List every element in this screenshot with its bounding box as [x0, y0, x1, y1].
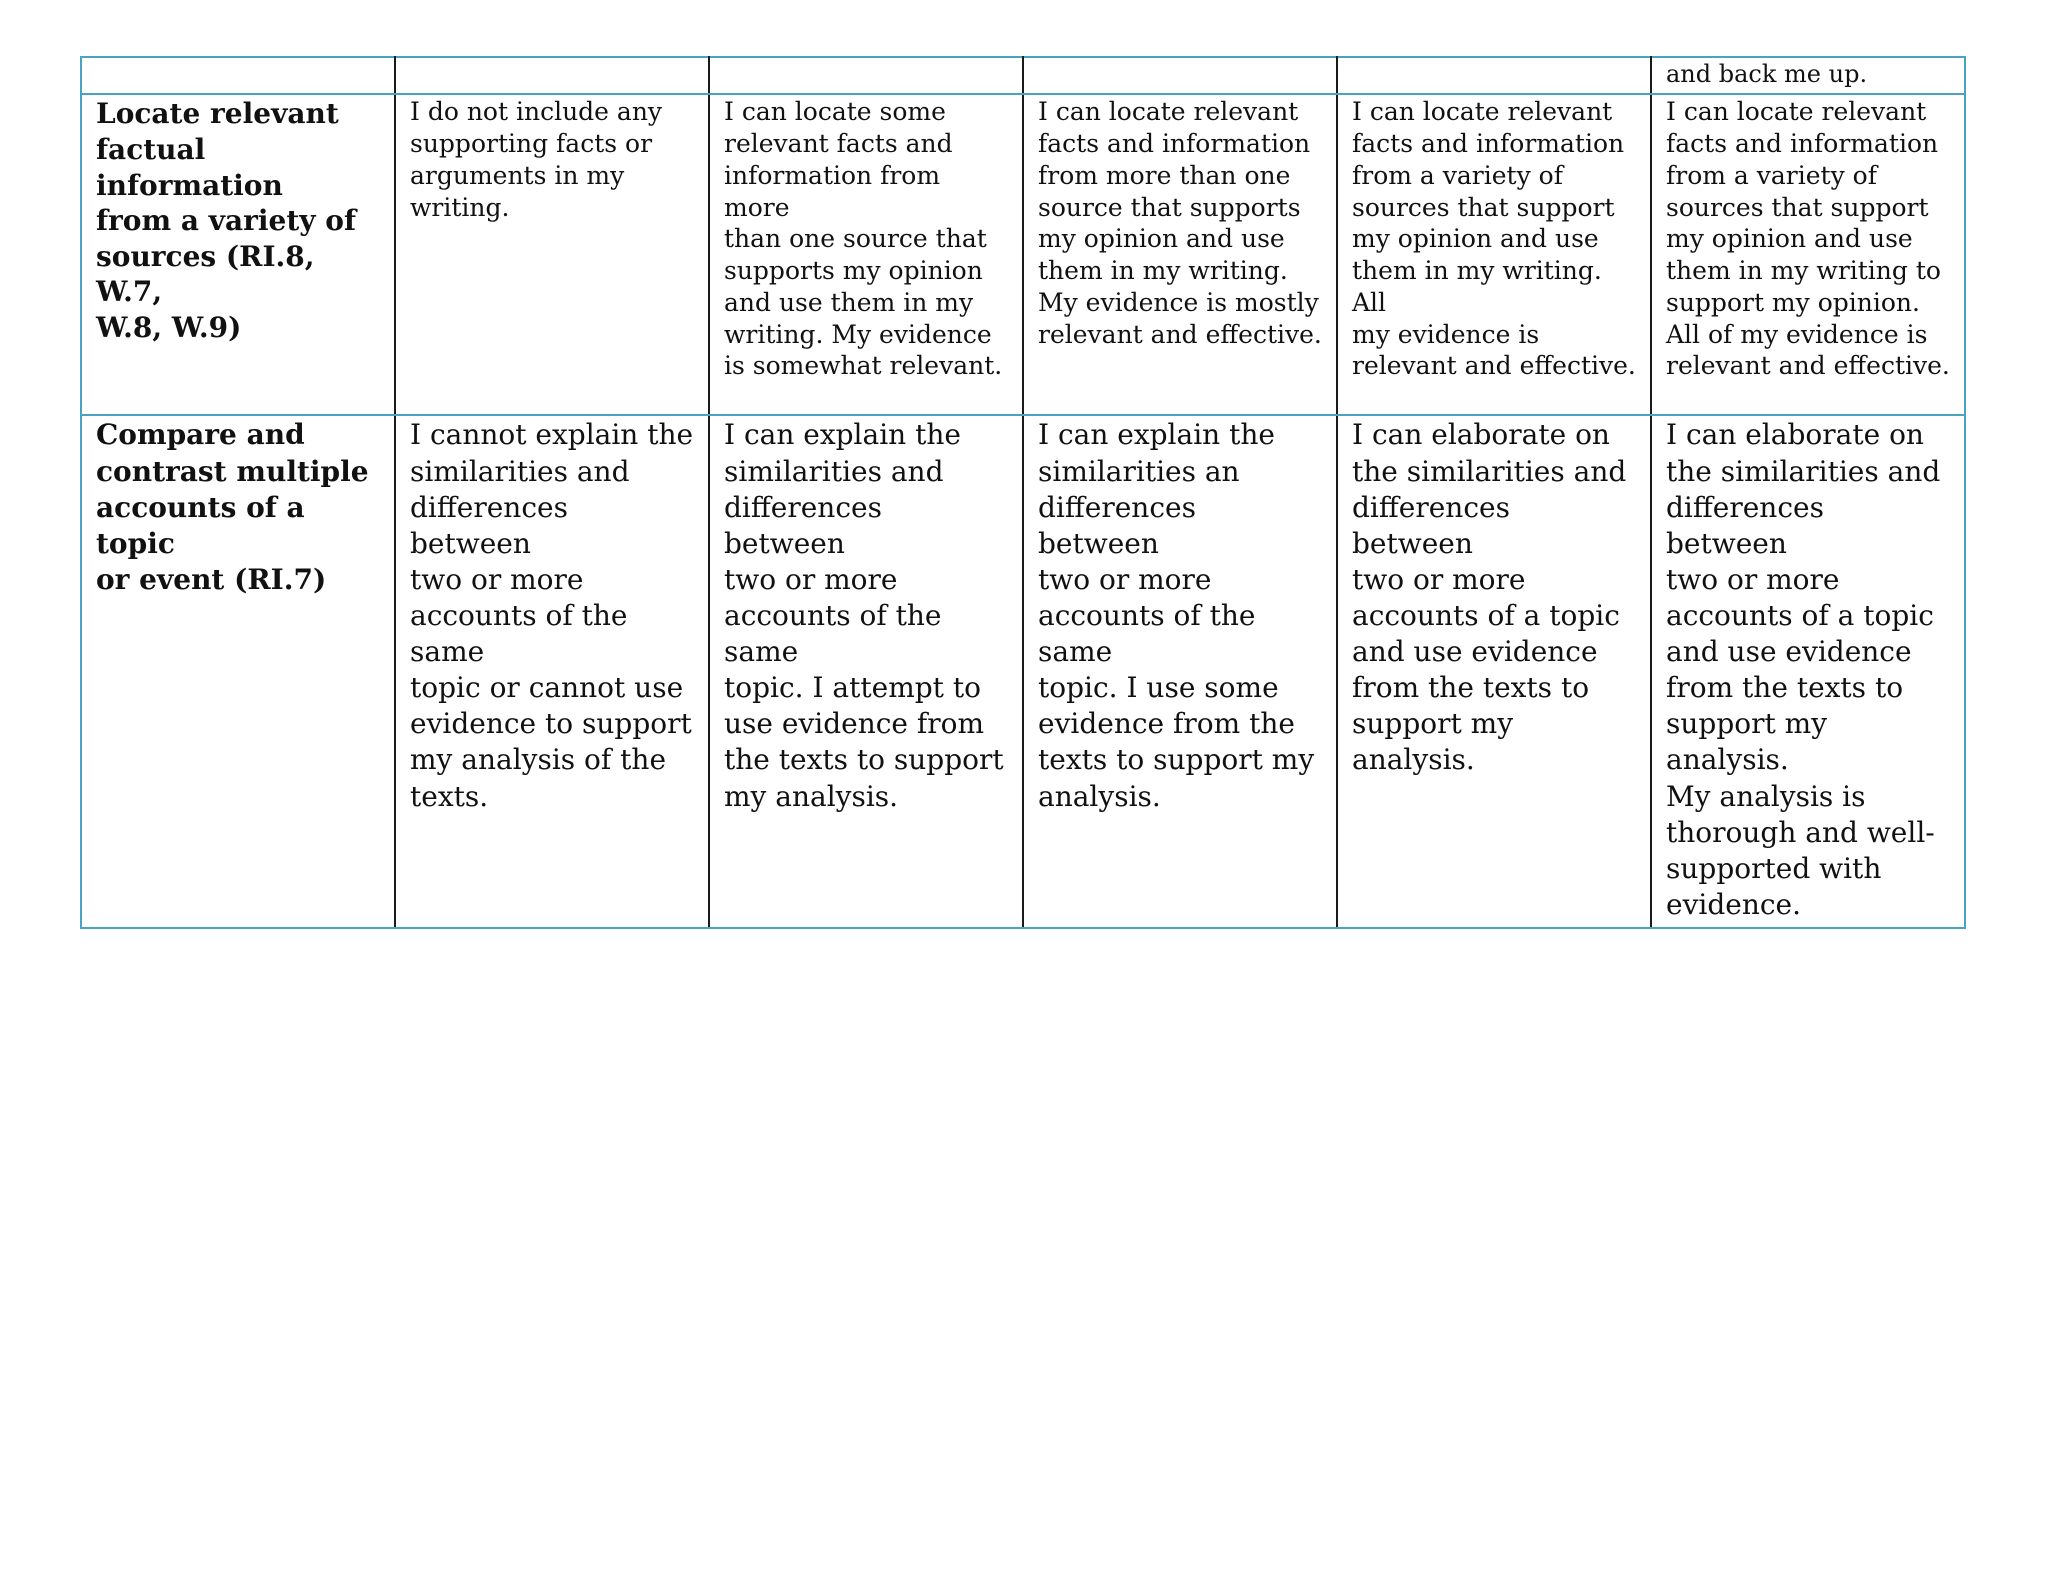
level-cell-3: [1023, 57, 1337, 94]
level-cell-2: I can locate some relevant facts and information from more than one source that supports my opinion and use them in my writing. My evidence is somewhat relevant.: [709, 94, 1023, 415]
level-cell-4: [1337, 57, 1651, 94]
level-cell-4: I can elaborate on the similarities and differences between two or more accounts of a topic and use evidence from the texts to support my analysis.: [1337, 415, 1651, 928]
rubric-table: [80, 56, 1966, 929]
level-cell-2: [709, 57, 1023, 94]
level-cell-1: I cannot explain the similarities and differences between two or more accounts of the same topic or cannot use evidence to support my analysis of the texts.: [395, 415, 709, 928]
level-cell-4: I can locate relevant facts and information from a variety of sources that support my opinion and use them in my writing. All my evidence is relevant and effective.: [1337, 94, 1651, 415]
criterion-cell: Locate relevant factual information from a variety of sources (RI.8, W.7, W.8, W.9): [81, 94, 395, 415]
table-row-locate-information: [81, 94, 1965, 415]
level-cell-1: I do not include any supporting facts or arguments in my writing.: [395, 94, 709, 415]
table-row-compare-contrast: [81, 415, 1965, 928]
level-cell-1: [395, 57, 709, 94]
level-cell-5: and back me up.: [1651, 57, 1965, 94]
level-cell-3: I can explain the similarities an differences between two or more accounts of the same topic. I use some evidence from the texts to support my analysis.: [1023, 415, 1337, 928]
criterion-cell: [81, 57, 395, 94]
table-row-continuation: [81, 57, 1965, 94]
level-cell-5: I can elaborate on the similarities and differences between two or more accounts of a topic and use evidence from the texts to support my analysis. My analysis is thorough and well- supported with evidence.: [1651, 415, 1965, 928]
criterion-cell: Compare and contrast multiple accounts of a topic or event (RI.7): [81, 415, 395, 928]
level-cell-5: I can locate relevant facts and information from a variety of sources that support my opinion and use them in my writing to support my opinion. All of my evidence is relevant and effective.: [1651, 94, 1965, 415]
level-cell-2: I can explain the similarities and differences between two or more accounts of the same topic. I attempt to use evidence from the texts to support my analysis.: [709, 415, 1023, 928]
level-cell-3: I can locate relevant facts and information from more than one source that supports my opinion and use them in my writing. My evidence is mostly relevant and effective.: [1023, 94, 1337, 415]
